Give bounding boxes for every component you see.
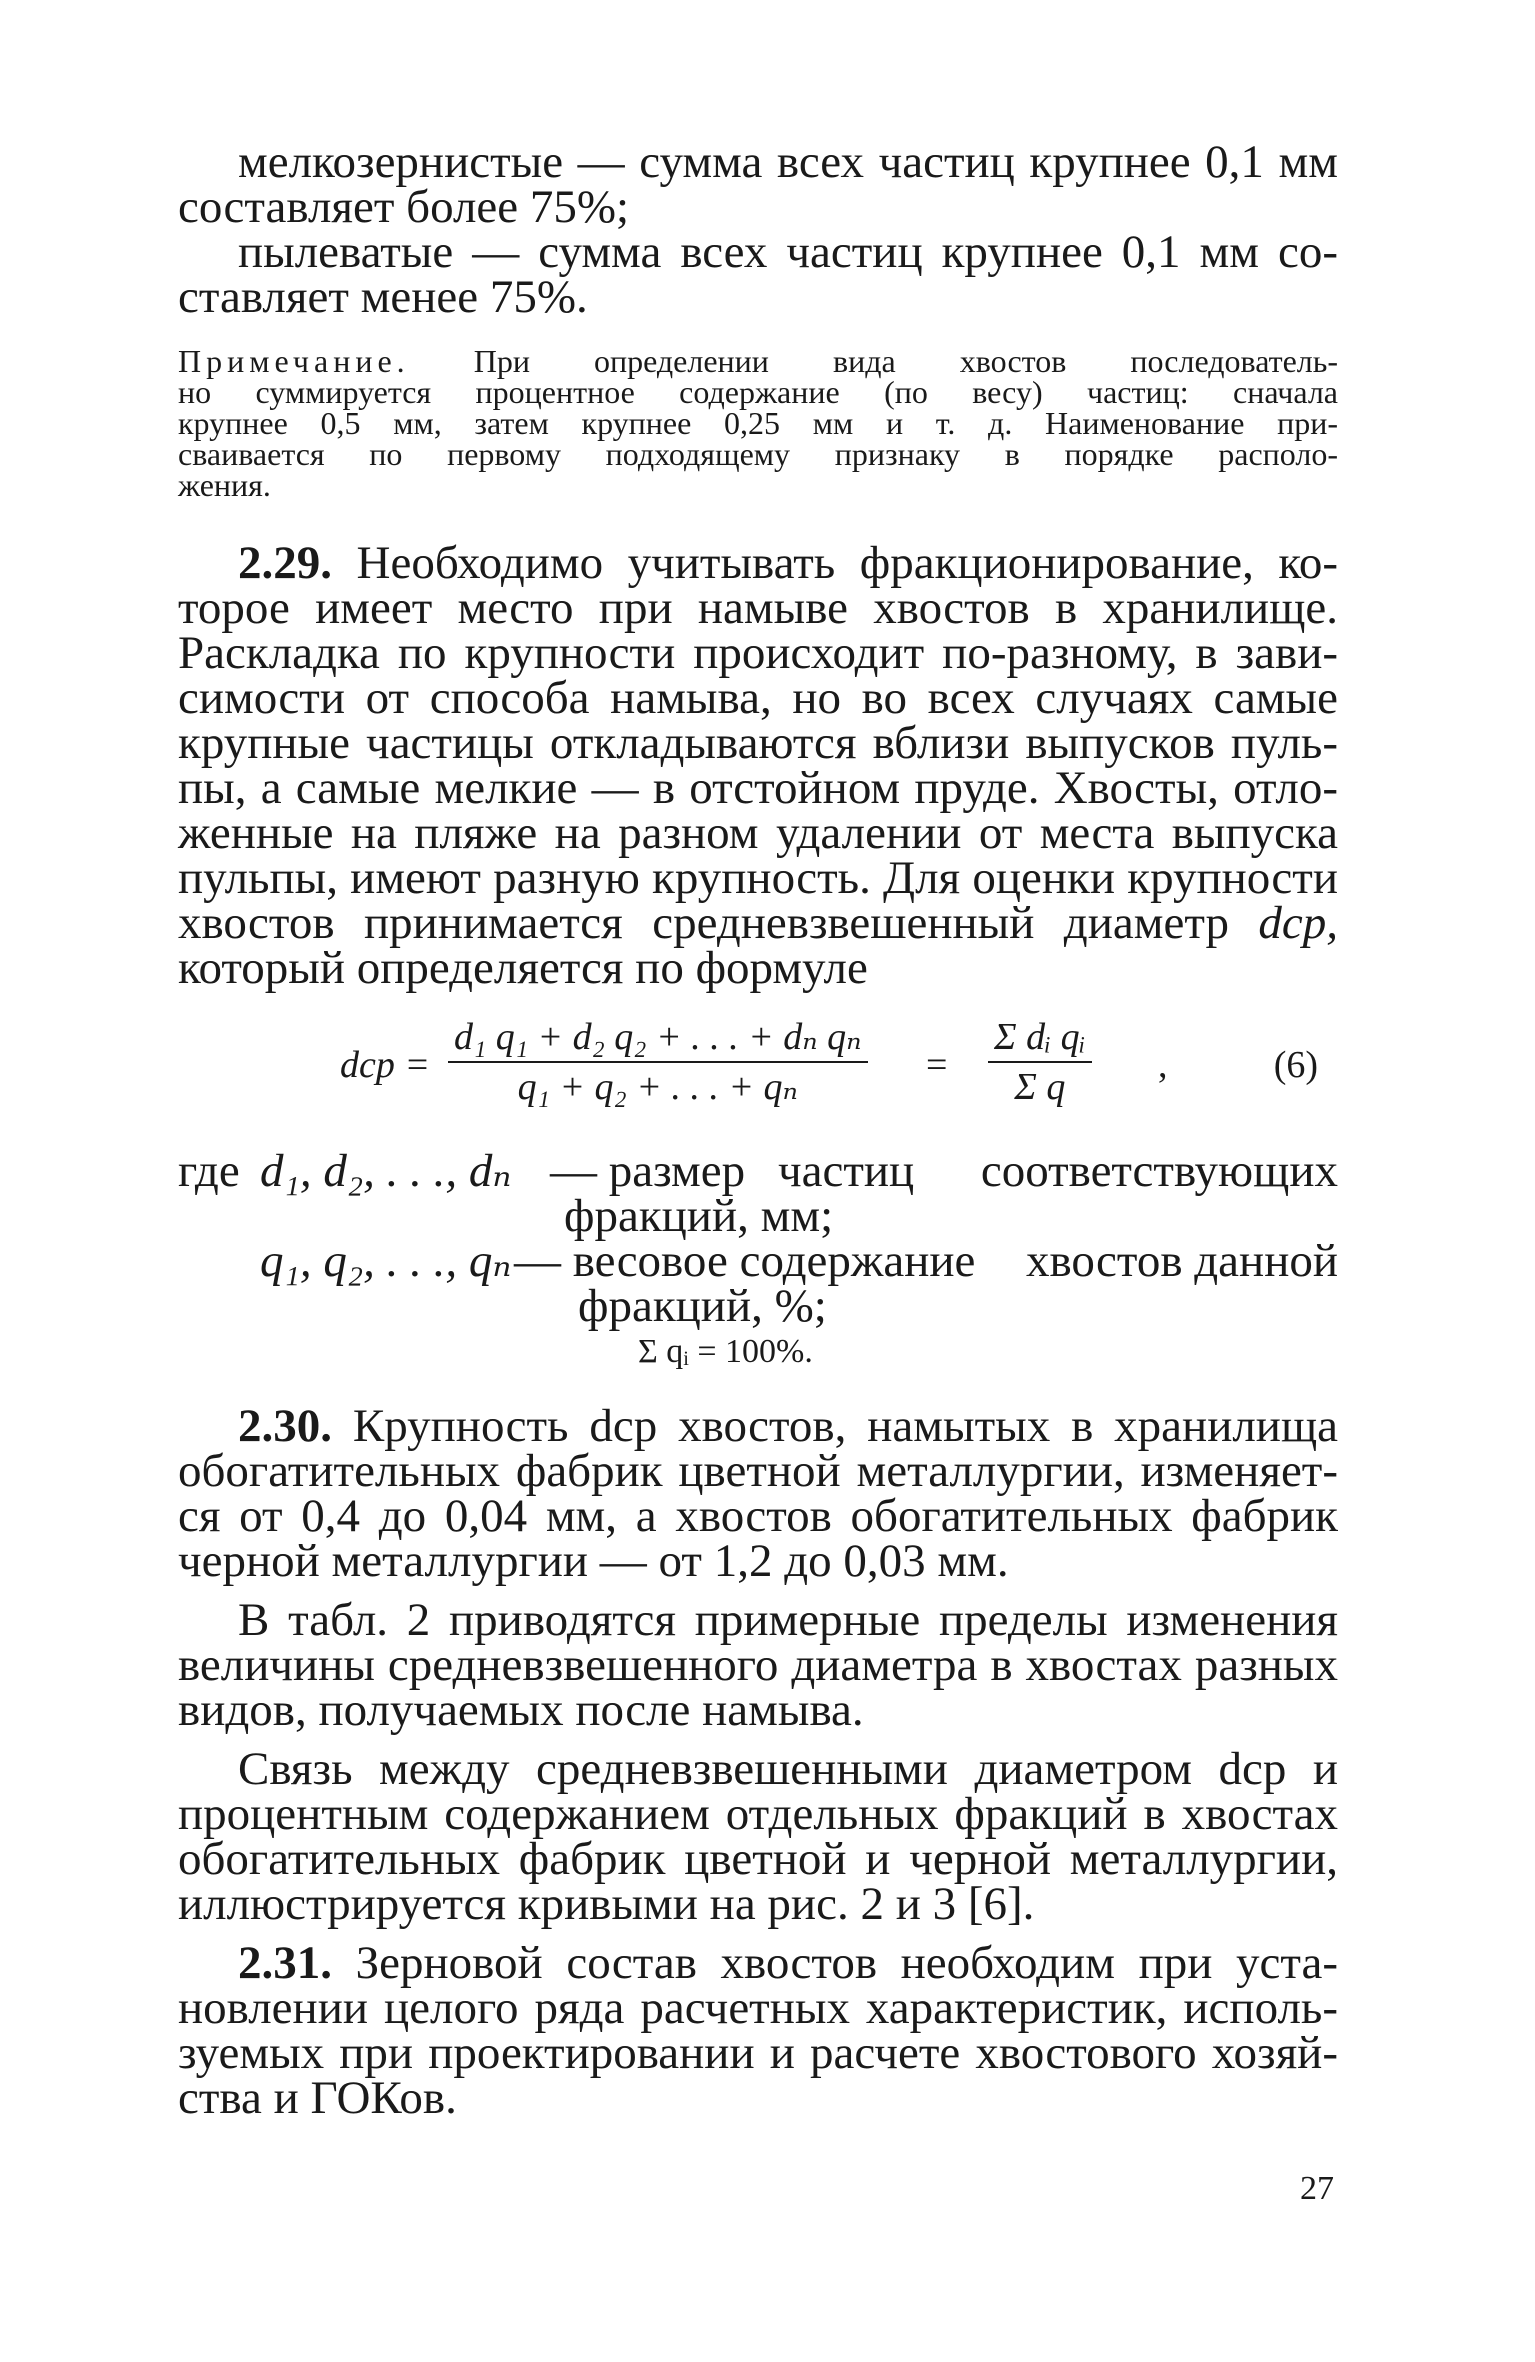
definitions-block bbox=[178, 1145, 1338, 1374]
fraction-main bbox=[448, 1013, 868, 1111]
text-line: который определяется по формуле bbox=[178, 942, 868, 994]
fraction-denominator: Σ q bbox=[1014, 1066, 1066, 1108]
sum-equation: Σ qᵢ = 100%. bbox=[638, 1333, 813, 1370]
text-line: составляет более 75%; bbox=[178, 181, 630, 233]
text-line: Связь между средневзвешенными диаметром dср и bbox=[238, 1743, 1338, 1795]
section-2-31 bbox=[178, 1937, 1338, 2124]
formula-6 bbox=[178, 1007, 1338, 1127]
text-line: видов, получаемых после намыва. bbox=[178, 1684, 864, 1736]
text-line: торое имеет место при намыве хвостов в хранилище. bbox=[178, 582, 1338, 634]
text-line: симости от способа намыва, но во всех случаях самые bbox=[178, 672, 1338, 724]
definition-text: — размер bbox=[550, 1145, 746, 1197]
text-line: величины средневзвешенного диаметра в хвостах разных bbox=[178, 1639, 1338, 1691]
definition-text: соответствующих bbox=[980, 1145, 1338, 1197]
text-line: процентным содержанием отдельных фракций в хвостах bbox=[178, 1788, 1338, 1840]
section-number: 2.29. bbox=[238, 537, 332, 589]
note-label: Примечание. bbox=[178, 343, 410, 379]
text-line: крупные частицы откладываются вблизи выпусков пуль- bbox=[178, 717, 1338, 769]
section-2-29 bbox=[178, 537, 1339, 994]
section-2-30 bbox=[178, 1400, 1339, 1587]
paragraph-figure-ref bbox=[178, 1743, 1338, 1930]
definition-row bbox=[178, 1235, 1338, 1287]
symbol-dcp: dср, bbox=[1258, 897, 1339, 949]
definition-row bbox=[178, 1280, 1338, 1332]
text-line: зуемых при проектировании и расчете хвостового хозяй- bbox=[178, 2027, 1338, 2079]
formula-equals: = bbox=[926, 1044, 948, 1086]
text-line: ся от 0,4 до 0,04 мм, а хвостов обогатительных фабрик bbox=[178, 1490, 1338, 1542]
definition-row bbox=[178, 1145, 1338, 1197]
note-text: При определении вида хвостов последователь- bbox=[473, 343, 1339, 379]
text-line bbox=[178, 1400, 1339, 1452]
d-variables: d₁, d₂, . . ., dₙ bbox=[260, 1145, 512, 1197]
text-line: крупнее 0,5 мм, затем крупнее 0,25 мм и т. д. Наименование при- bbox=[178, 405, 1338, 441]
section-number: 2.30. bbox=[238, 1400, 332, 1452]
text-line bbox=[178, 1937, 1338, 1989]
text-line: пылеватые — сумма всех частиц крупнее 0,1 мм со- bbox=[238, 226, 1338, 278]
definition-text: — весовое содержание bbox=[514, 1235, 976, 1287]
text-line: В табл. 2 приводятся примерные пределы изменения bbox=[238, 1594, 1338, 1646]
definition-row bbox=[178, 1329, 1338, 1374]
text-line: сваивается по первому подходящему признаку в порядке располо- bbox=[178, 436, 1338, 472]
text-span: хвостов принимается средневзвешенный диаметр bbox=[178, 897, 1229, 949]
intro-block bbox=[178, 136, 1338, 323]
section-number: 2.31. bbox=[238, 1937, 332, 1989]
text-line: женные на пляже на разном удалении от места выпуска bbox=[178, 807, 1338, 859]
formula-number: (6) bbox=[1273, 1044, 1318, 1086]
text-line bbox=[178, 537, 1338, 589]
section-text: Крупность dср хвостов, намытых в хранилища bbox=[352, 1400, 1339, 1452]
formula-lhs: dср = bbox=[340, 1044, 431, 1086]
fraction-numerator: d₁ q₁ + d₂ q₂ + . . . + dₙ qₙ bbox=[448, 1013, 868, 1063]
q-variables: q₁, q₂, . . ., qₙ bbox=[260, 1235, 512, 1287]
fraction-denominator: q₁ + q₂ + . . . + qₙ bbox=[517, 1066, 798, 1108]
text-line: обогатительных фабрик цветной и черной металлургии, bbox=[178, 1833, 1338, 1885]
text-line: но суммируется процентное содержание (по весу) частиц: сначала bbox=[178, 374, 1338, 410]
text-line: иллюстрируется кривыми на рис. 2 и 3 [6]. bbox=[178, 1878, 1035, 1930]
page-content bbox=[178, 136, 1339, 2135]
definition-text: фракций, мм; bbox=[564, 1190, 834, 1242]
paragraph-table-ref bbox=[178, 1594, 1338, 1736]
definition-text: частиц bbox=[778, 1145, 915, 1197]
definition-text: хвостов данной bbox=[1026, 1235, 1338, 1287]
text-line: пы, а самые мелкие — в отстойном пруде. Хвосты, отло- bbox=[178, 762, 1338, 814]
fraction-numerator: Σ dᵢ qᵢ bbox=[988, 1013, 1092, 1063]
text-line: пульпы, имеют разную крупность. Для оценки крупности bbox=[178, 852, 1338, 904]
text-line: мелкозернистые — сумма всех частиц крупнее 0,1 мм bbox=[238, 136, 1338, 188]
formula-comma: , bbox=[1158, 1044, 1168, 1086]
text-line: жения. bbox=[178, 467, 271, 503]
text-line: черной металлургии — от 1,2 до 0,03 мм. bbox=[178, 1535, 1009, 1587]
note-block bbox=[178, 343, 1339, 503]
text-line: обогатительных фабрик цветной металлургии, изменяет- bbox=[178, 1445, 1338, 1497]
definition-row bbox=[178, 1190, 1338, 1242]
page-number: 27 bbox=[1300, 2170, 1334, 2207]
text-line: новлении целого ряда расчетных характеристик, исполь- bbox=[178, 1982, 1338, 2034]
fraction-sum bbox=[988, 1013, 1092, 1111]
text-line bbox=[178, 897, 1339, 949]
text-line: ставляет менее 75%. bbox=[178, 271, 588, 323]
section-text: Необходимо учитывать фракционирование, ко- bbox=[356, 537, 1338, 589]
text-line: Раскладка по крупности происходит по-разному, в зави- bbox=[178, 627, 1338, 679]
definition-text: фракций, %; bbox=[578, 1280, 827, 1332]
section-text: Зерновой состав хвостов необходим при уста- bbox=[355, 1937, 1338, 1989]
where-label: где bbox=[178, 1145, 240, 1197]
text-line: ства и ГОКов. bbox=[178, 2072, 457, 2124]
text-line bbox=[178, 343, 1339, 379]
